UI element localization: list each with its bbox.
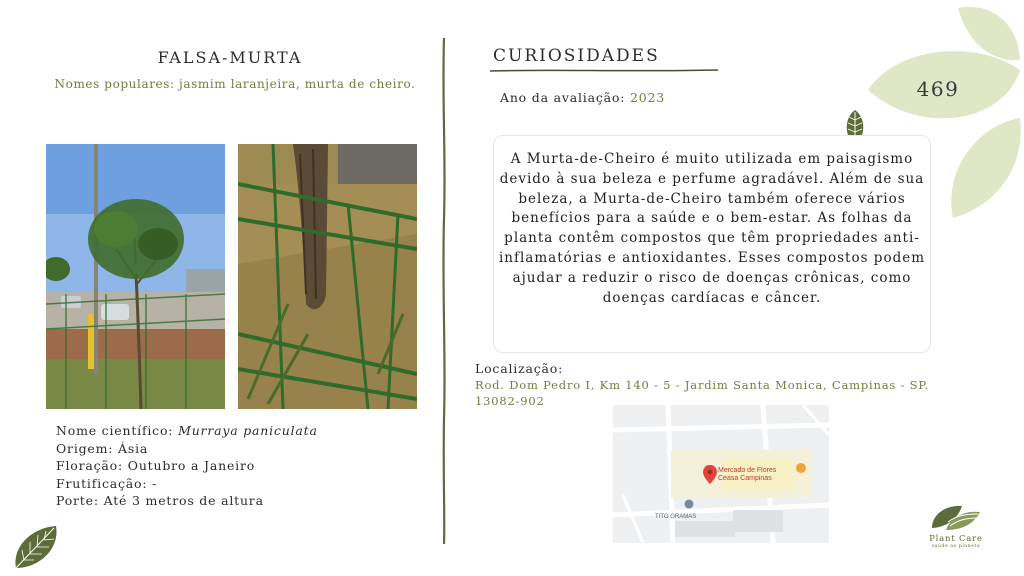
vertical-divider (441, 38, 447, 544)
map-secondary-label: TITO GRAMAS (655, 514, 697, 520)
evaluation-year (500, 90, 665, 105)
year-label: Ano da avaliação: (500, 90, 626, 105)
scientific-name-row (56, 422, 416, 440)
map-place-name-2: Ceasa Campinas (718, 475, 772, 482)
fruiting: Frutificação: - (56, 475, 158, 491)
brand-name: Plant Care (929, 534, 983, 544)
map-place-name-1: Mercado de Flores (718, 467, 777, 474)
brand-tagline: saúde ao planeta (931, 544, 981, 549)
badge-number: 469 (916, 77, 960, 101)
plant-photo-trunk (238, 144, 417, 409)
popular-names: Nomes populares: jasmim laranjeira, murta de cheiro. (54, 77, 416, 91)
plant-facts (56, 422, 416, 510)
location-address: Rod. Dom Pedro I, Km 140 - 5 - Jardim Santa Monica, Campinas - SP. 13082-902 (475, 378, 930, 408)
location-label: Localização: (475, 361, 564, 376)
title-underline (490, 66, 718, 74)
year-value: 2023 (630, 90, 666, 105)
curiosities-text: A Murta-de-Cheiro é muito utilizada em paisagismo devido à sua beleza e perfume agradável. Além de sua beleza, a Murta-de-Cheiro também oferece vários benefícios para a saúde e o bem-estar. As folhas da planta contêm compostos que têm propriedades anti-inflamatórias e antioxidantes. Esses compostos podem ajudar a reduzir o risco de doenças crônicas, como doenças cardíacas e câncer. (498, 151, 926, 306)
scientific-label: Nome científico: (56, 423, 174, 438)
plant-name: FALSA-MURTA (157, 48, 303, 67)
location-map[interactable] (613, 405, 829, 543)
origin: Origem: Ásia (56, 440, 149, 456)
plant-care-logo (928, 502, 982, 532)
curiosities-title: CURIOSIDADES (493, 46, 660, 66)
flowering: Floração: Outubro a Janeiro (56, 458, 256, 473)
plant-photo-full (46, 144, 225, 409)
leaf-icon (10, 522, 62, 572)
size: Porte: Até 3 metros de altura (56, 493, 264, 508)
scientific-name: Murraya paniculata (178, 423, 318, 438)
